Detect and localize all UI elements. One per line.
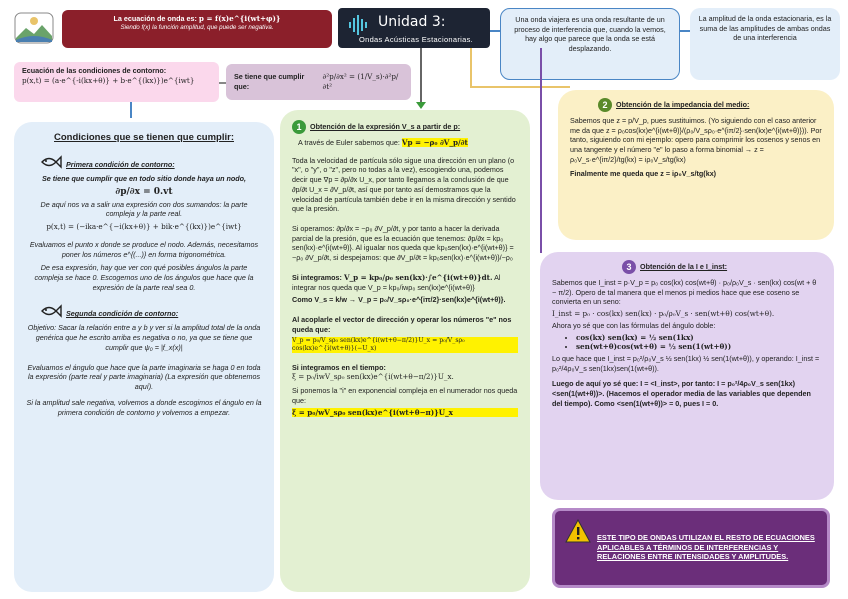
amplitude-desc-box xyxy=(690,8,840,80)
contour-equation-box xyxy=(14,62,219,102)
intensity-panel xyxy=(540,252,834,500)
center-para1: Toda la velocidad de partícula sólo sigue una dirección en un plano (o "x", o "y", o "z", pero no todas a la vez), escogiendo una, podemos decir que ∇p = ∂p/∂x U_x, por tanto llegamos a la conclusión de que ∂p/∂t U_x = ∂V_p/∂t, así que por tanto así demostramos que la velocidad de partícula también debe ir en la misma dirección y sentido que la presión. xyxy=(292,155,516,214)
first-condition-title: Primera condición de contorno: xyxy=(66,159,175,169)
intensity-bullet: • sen(wt+θ)cos(wt+θ) = ½ sen(1(wt+θ)) xyxy=(576,342,822,352)
euler-formula: Vp = −ρ₀ ∂V_p/∂t xyxy=(401,138,468,147)
euler-label: A través de Euler sabemos que: xyxy=(298,138,400,147)
center-para6: Si ponemos la "i" en exponencial compleja en el numerador nos queda que: xyxy=(292,386,518,405)
center-para4: Al acoplarle el vector de dirección y operar los números "e" nos queda que: xyxy=(292,315,512,334)
intensity-title: Obtención de la I e I_inst: xyxy=(640,262,728,272)
center-para5-formula: ξ = p₀/iwV_sρ₀ sen(kx)e^{i(wt+θ−π/2)}U_x. xyxy=(292,372,454,382)
step-badge: 3 xyxy=(622,260,636,274)
first-condition-eq: ∂p/∂x = 0.vt xyxy=(115,186,173,197)
impedance-line1: Sabemos que z = p/V_p, pues sustituimos. (Yo siguiendo con el caso anterior me da que z = ρ₀cos(kx)e^{i(wt+θ)}/(ρ₀/V_sρ₀·e^{iπ/2}·sen(kx)e^{i(wt+θ)})). Por tanto, siguiendo con mi ejemplo: opero para comprimir los cosenos y senos en una tangente y el número "e" lo paso a forma binomial → z = ρ₀V_s·e^{iπ/2}/tg(kx) = iρ₀V_s/tg(kx) xyxy=(570,116,822,164)
connector-line xyxy=(470,48,472,88)
unit-title-box xyxy=(338,8,490,48)
must-comply-formula: ∂²p/∂x² = (1/V_s)·∂²p/∂t² xyxy=(322,72,399,91)
intensity-line4: Lo que hace que I_inst = p₀²/ρ₀V_s ½ sen(1kx) ½ sen(1(wt+θ)), y operando: I_inst = p₀²/4ρ₀V_s sen(1kx)sen(1(wt+θ)). xyxy=(552,354,820,373)
unit-subtitle: Ondas Acústicas Estacionarias. xyxy=(358,35,474,44)
warning-icon xyxy=(565,519,591,577)
impedance-finally: Finalmente me queda que z = iρ₀V_s/tg(kx) xyxy=(570,168,717,178)
connector-line xyxy=(470,86,570,88)
intensity-line3: Ahora yo sé que con las fórmulas del ángulo doble: xyxy=(552,320,716,330)
second-condition-title: Segunda condición de contorno: xyxy=(66,309,179,319)
first-condition-line4: De esa expresión, hay que ver con qué posibles ángulos la parte compleja se hace 0. Escogemos uno de los ángulos que hace que la expresión de la parte real sea 0. xyxy=(34,263,254,292)
first-condition-line3: Evaluamos el punto x donde se produce el nodo. Además, necesitamos poner los números e^{(...)} en forma trigonométrica. xyxy=(29,239,259,259)
left-panel-title: Condiciones que se tienen que cumplir: xyxy=(54,132,234,143)
warning-text: ESTE TIPO DE ONDAS UTILIZAN EL RESTO DE ECUACIONES APLICABLES A TÉRMINOS DE INTERFERENCIAS Y RELACIONES ENTRE INTENSIDADES Y AMPLITUDES. xyxy=(597,533,815,562)
connector-line xyxy=(219,82,226,84)
unit-title: Unidad 3: xyxy=(378,14,446,30)
fish-icon xyxy=(40,155,62,174)
standing-wave-desc: Una onda viajera es una onda resultante de un proceso de interferencia que, cuando la vemos, hay algo que parece que la onda se está desplazando. xyxy=(514,15,666,54)
connector-line xyxy=(130,102,132,118)
center-para2: Si operamos: ∂p/∂x = −ρ₀ ∂V_p/∂t, y por tanto a hacer la derivada parcial de la presión, que es la ecuación que tenemos: ∂p/∂x = kp₀ sen(kx)·e^{i(wt+θ)}. Al igualar nos queda que kp₀sen(kx)·e^{i(wt+θ)} = −ρ₀ ∂V_p/∂t, si despejamos: que ∂V_p/∂t = kp₀sen(kx)·e^{i(wt+θ)}/−ρ₀ xyxy=(292,224,514,263)
arrow-down-icon xyxy=(416,102,426,109)
landscape-icon xyxy=(14,12,54,44)
fish-icon xyxy=(40,304,62,323)
must-comply-label: Se tiene que cumplir que: xyxy=(234,72,305,91)
connector-line xyxy=(490,30,500,32)
intensity-bullet: • cos(kx) sen(kx) = ½ sen(1kx) xyxy=(576,333,822,343)
amplitude-desc: La amplitud de la onda estacionaria, es la suma de las amplitudes de ambas ondas de una interferencia xyxy=(698,14,832,43)
wave-equation-note: Siendo f(x) la función amplitud, que puede ser negativa. xyxy=(120,23,274,31)
must-comply-box xyxy=(226,64,411,100)
wave-equation-formula: p = f(x)e^{i(wt+φ)} xyxy=(198,14,281,23)
contour-label: Ecuación de las condiciones de contorno: xyxy=(22,66,167,75)
second-condition-line3: Si la amplitud sale negativa, volvemos a donde escogimos el ángulo en la primera condición de contorno y volvemos a empezar. xyxy=(26,397,262,417)
impedance-title: Obtención de la impedancia del medio: xyxy=(616,100,750,110)
wave-equation-title: La ecuación de onda es: xyxy=(113,14,197,23)
center-panel xyxy=(280,110,530,592)
center-para4-formula: V_p = p₀/V_sρ₀ sen(kx)e^{i(wt+θ−π/2)}U_x = p₀/V_sρ₀ cos(kx)e^{i(wt+θ)}(−U_x) xyxy=(292,337,518,353)
step-badge: 2 xyxy=(598,98,612,112)
intensity-line5: Luego de aquí yo sé que: I = <I_inst>, por tanto: I = p₀²/4ρ₀V_s sen(1kx) <sen(1(wt+θ))>. (Hacemos el operador media de las variables que dependen del tiempo). Como <sen(1(wt+θ))> = 0, pues I = 0. xyxy=(552,379,811,408)
first-condition-eq2: p(x,t) = (−ika·e^{−i(kx+θ)} + bik·e^{(kx)})e^{iwt} xyxy=(46,222,242,232)
center-panel-title: Obtención de la expresión V_s a partir de p: xyxy=(310,122,461,132)
step-badge: 1 xyxy=(292,120,306,134)
standing-wave-desc-box xyxy=(500,8,680,80)
connector-line xyxy=(420,48,422,104)
connector-line xyxy=(540,48,542,253)
center-para3-rest: Al integrar nos queda que V_p = kp₀/iwρ₀ sen(kx)e^{i(wt+θ)} xyxy=(292,272,501,292)
second-condition-line2: Evaluamos el ángulo que hace que la parte imaginaria se haga 0 en toda la expresión (parte real y parte imaginaria) (La expresión que obtenemos aquí). xyxy=(27,362,261,392)
center-para3-como: Como V_s = k/w → V_p = p₀/V_sρ₀·e^{iπ/2}·sen(kx)e^{i(wt+θ)}. xyxy=(292,295,506,305)
impedance-panel xyxy=(558,90,834,240)
intensity-line2: I_inst = p₀ · cos(kx) sen(kx) · p₀/ρ₀V_s · sen(wt+θ) cos(wt+θ). xyxy=(552,309,775,319)
center-para5-label: Si integramos en el tiempo: xyxy=(292,362,386,372)
left-panel xyxy=(14,122,274,592)
first-condition-line2: De aquí nos va a salir una expresión con dos sumandos: la parte compleja y la parte real. xyxy=(40,199,248,219)
connector-line xyxy=(680,30,690,32)
second-condition-line1: Objetivo: Sacar la relación entre a y b y ver si la amplitud total de la onda genérica que he escrito arriba es negativa o no, ya que se tiene que cumplir que ψ₀ = |f_x(x)| xyxy=(27,323,261,352)
wave-equation-box xyxy=(62,10,332,48)
center-para3-label: Si integramos: xyxy=(292,272,342,282)
center-para3-formula: V_p = kp₀/ρ₀ sen(kx)·∫e^{i(wt+θ)}dt. xyxy=(343,272,493,282)
contour-formula: p(x,t) = (a·e^{-i(kx+θ)} + b·e^{(kx)})e^{iwt} xyxy=(22,75,195,85)
intensity-line1: Sabemos que I_inst = p·V_p = p₀ cos(kx) cos(wt+θ) · p₀/ρ₀V_s · sen(kx) cos(wt + θ − π/2). Opero de tal manera que el menos pi medios hace que ese coseno se convierta en un seno: xyxy=(552,278,817,307)
first-condition-line1: Se tiene que cumplir que en todo sitio donde haya un nodo, xyxy=(41,174,247,183)
center-para6-formula: ξ = p₀/wV_sρ₀ sen(kx)e^{i(wt+θ−π)}U_x xyxy=(292,408,518,418)
warning-box xyxy=(552,508,830,588)
